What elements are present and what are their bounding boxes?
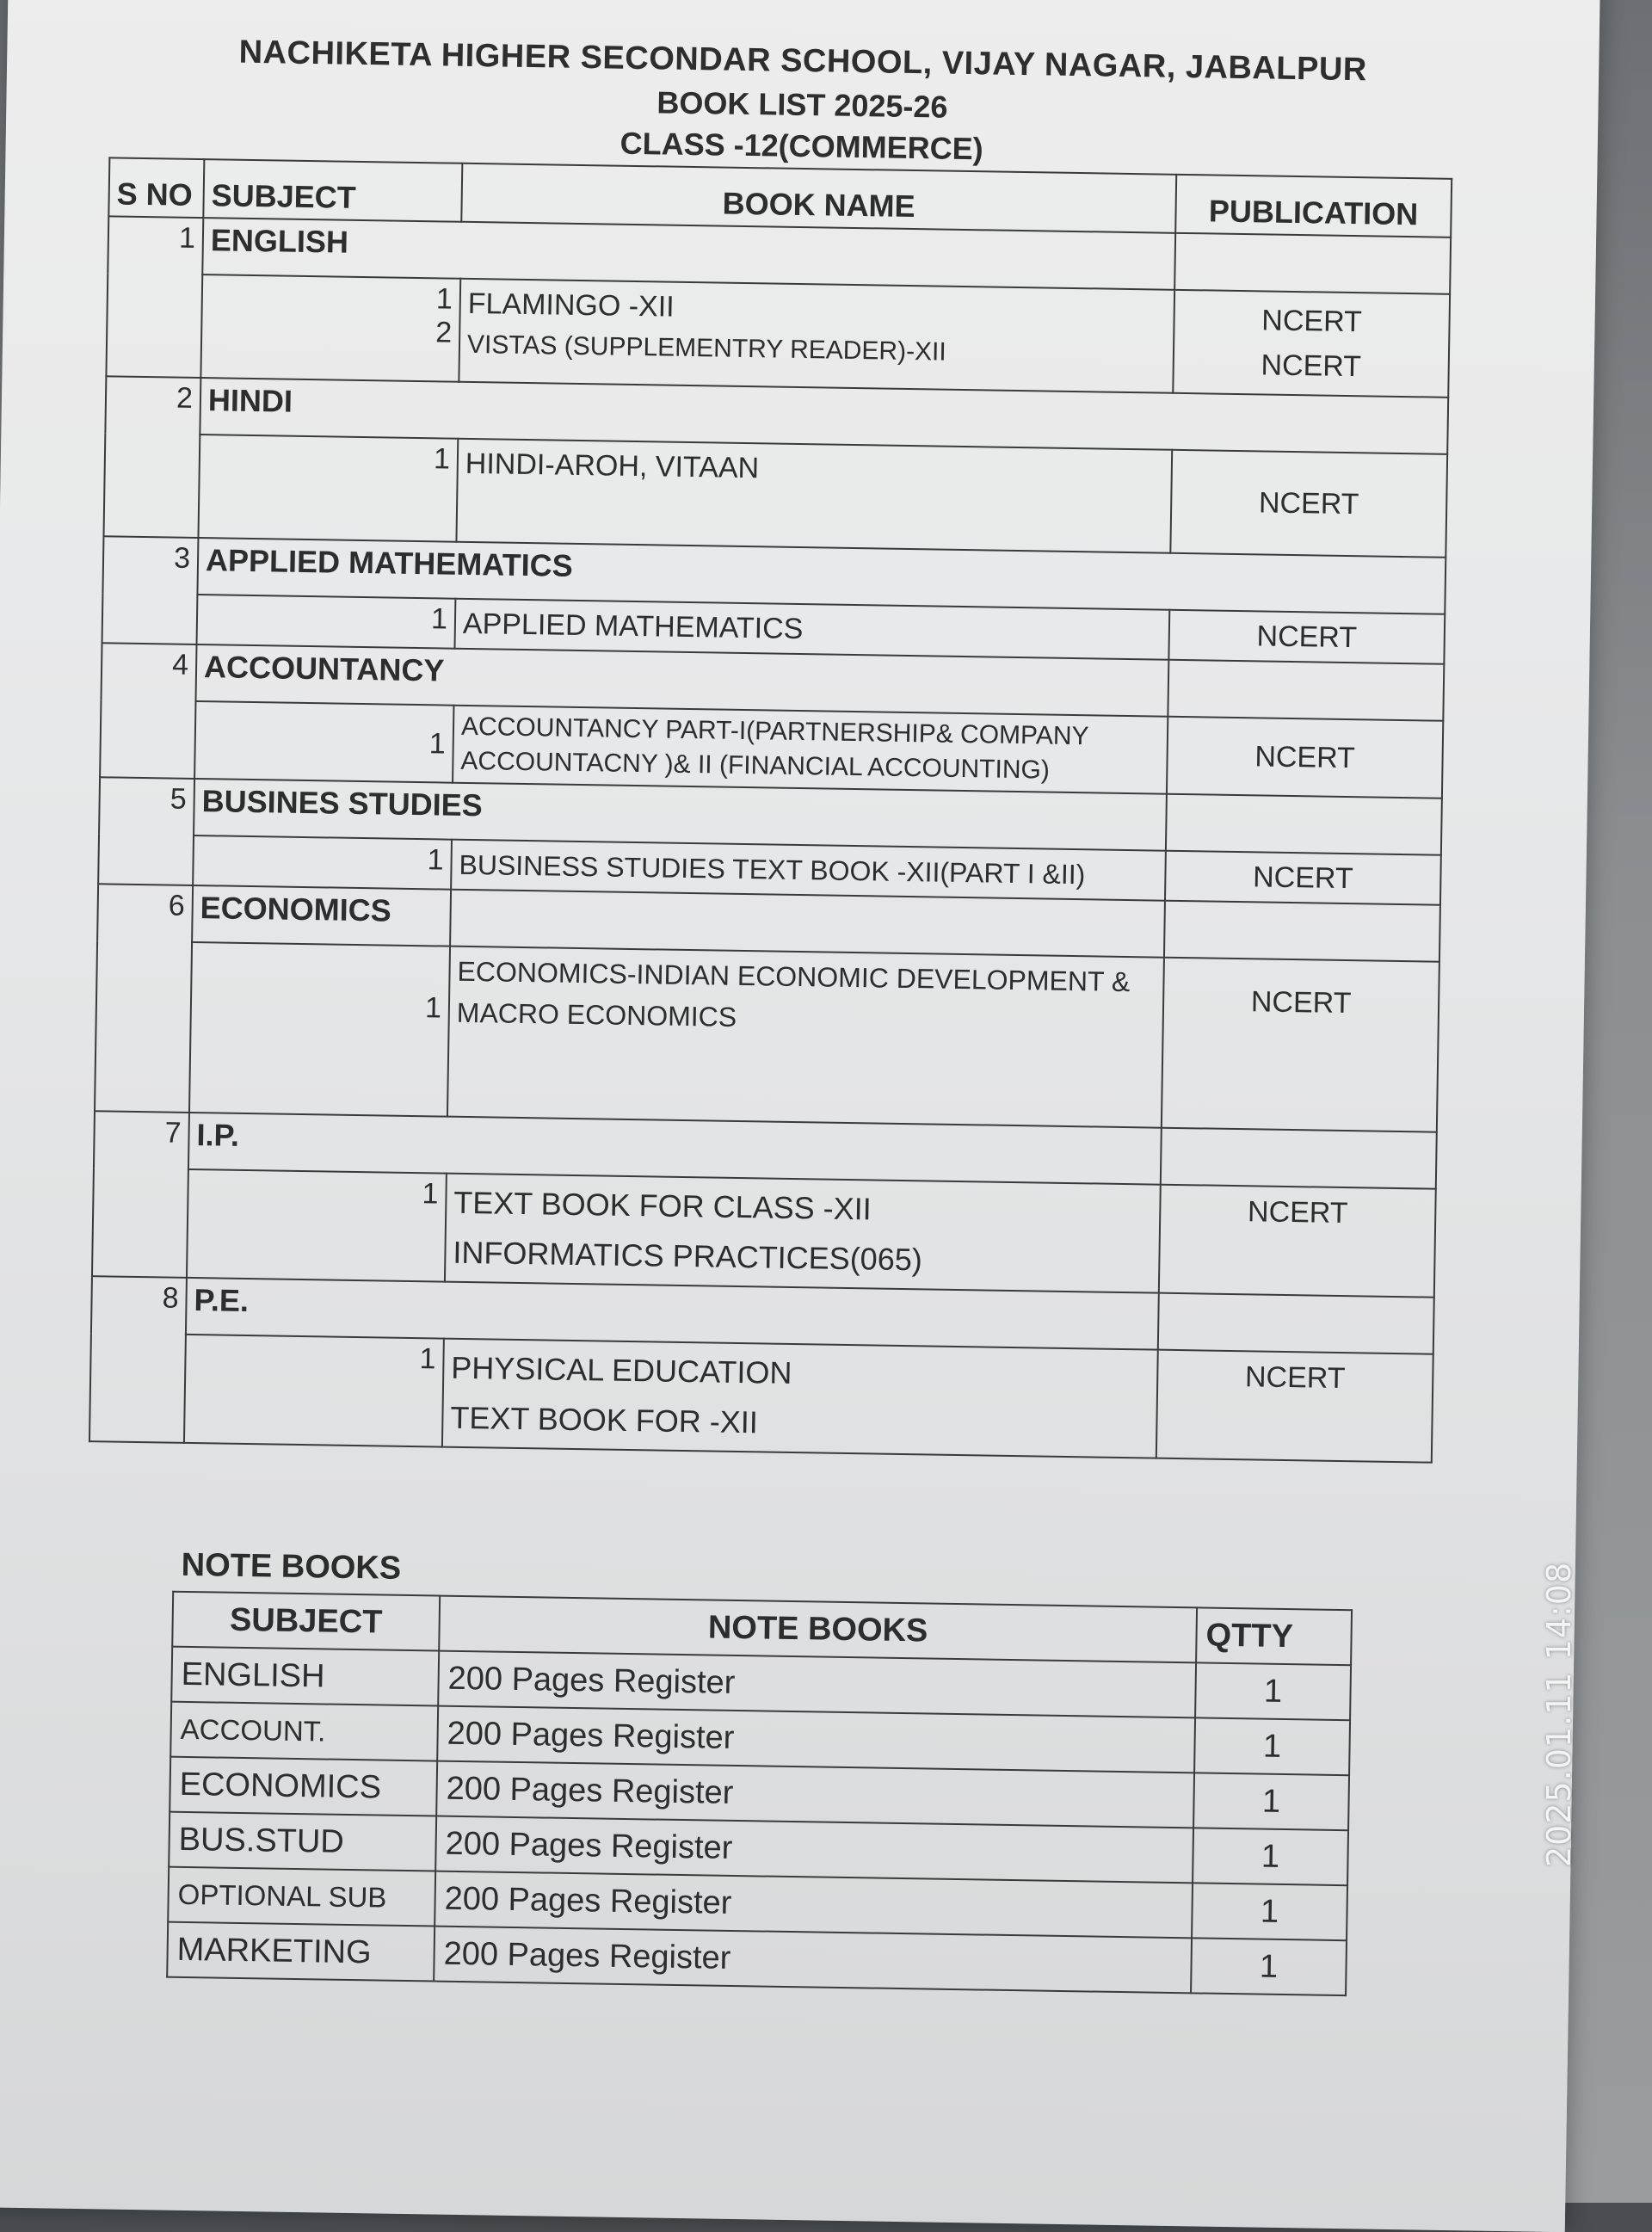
book-name xyxy=(447,946,1164,1128)
serial-number: 5 xyxy=(98,777,194,885)
nb-item: 200 Pages Register xyxy=(434,1927,1192,1994)
nb-item: 200 Pages Register xyxy=(437,1706,1195,1773)
book-list-table xyxy=(89,157,1452,1463)
col-publication: PUBLICATION xyxy=(1175,175,1452,237)
col-book-name: BOOK NAME xyxy=(461,163,1176,233)
book-title: VISTAS (SUPPLEMENTRY READER)-XII xyxy=(466,330,947,367)
empty-cell xyxy=(1174,233,1451,294)
book-index: 1 xyxy=(184,1335,444,1447)
publication: NCERT xyxy=(1156,1350,1433,1463)
publication: NCERT xyxy=(1159,1185,1436,1298)
book-index: 1 xyxy=(198,435,458,542)
publication: NCERT xyxy=(1162,958,1439,1132)
book-title-line: ACCOUNTANCY PART-I(PARTNERSHIP& COMPANY xyxy=(460,712,1089,751)
nb-subject: ECONOMICS xyxy=(170,1757,437,1816)
book-index-2: 2 xyxy=(435,316,453,349)
publication: NCERT xyxy=(1165,851,1441,905)
nb-qty: 1 xyxy=(1191,1938,1347,1995)
book-title-line: MACRO ECONOMICS xyxy=(456,996,737,1033)
nb-subject: ACCOUNT. xyxy=(170,1702,438,1761)
book-index: 1 xyxy=(189,942,450,1117)
col-nb-qty: QTTY xyxy=(1196,1607,1352,1665)
nb-item: 200 Pages Register xyxy=(435,1871,1193,1939)
subject-name: ACCOUNTANCY xyxy=(195,644,1168,717)
book-name xyxy=(453,706,1168,794)
subject-name: APPLIED MATHEMATICS xyxy=(197,538,1446,614)
notebooks-table xyxy=(166,1591,1353,1996)
nb-item: 200 Pages Register xyxy=(436,1761,1194,1828)
book-index: 1 xyxy=(197,595,456,649)
book-index xyxy=(200,274,460,382)
nb-subject: MARKETING xyxy=(167,1922,435,1982)
serial-number: 4 xyxy=(100,643,196,779)
publication: NCERT xyxy=(1167,717,1443,798)
book-list-title: BOOK LIST 2025-26 xyxy=(656,84,948,125)
nb-qty: 1 xyxy=(1194,1717,1350,1775)
nb-subject: BUS.STUD xyxy=(169,1812,436,1871)
book-title-line: PHYSICAL EDUCATION xyxy=(451,1349,792,1390)
book-index: 1 xyxy=(187,1169,447,1282)
class-title: CLASS -12(COMMERCE) xyxy=(620,125,984,167)
book-index-1: 1 xyxy=(435,282,453,316)
photo-timestamp: 2025.01.11 14:08 xyxy=(1540,1561,1578,1867)
serial-number: 8 xyxy=(89,1276,187,1443)
book-name: APPLIED MATHEMATICS xyxy=(454,599,1169,660)
serial-number: 3 xyxy=(102,536,199,644)
nb-subject: OPTIONAL SUB xyxy=(168,1867,435,1927)
document-content xyxy=(63,15,1513,1999)
book-index: 1 xyxy=(193,835,452,890)
subject-name: ECONOMICS xyxy=(192,885,451,946)
book-index: 1 xyxy=(194,701,453,783)
nb-qty: 1 xyxy=(1195,1662,1351,1720)
book-row xyxy=(89,1333,1433,1462)
subject-name: BUSINES STUDIES xyxy=(194,779,1167,851)
empty-cell xyxy=(1164,901,1440,962)
subject-name: HINDI xyxy=(200,378,1448,454)
notebooks-heading: NOTE BOOKS xyxy=(181,1546,402,1587)
nb-qty: 1 xyxy=(1192,1883,1347,1940)
subject-name: I.P. xyxy=(188,1113,1162,1185)
empty-cell xyxy=(1168,660,1444,721)
empty-cell xyxy=(1158,1293,1434,1354)
book-title: FLAMINGO -XII xyxy=(467,287,675,324)
empty-cell xyxy=(1161,1128,1437,1189)
school-name: NACHIKETA HIGHER SECONDAR SCHOOL, VIJAY NAGAR, JABALPUR xyxy=(238,34,1368,89)
book-row xyxy=(92,1168,1436,1297)
col-subject: SUBJECT xyxy=(203,159,462,222)
col-nb-items: NOTE BOOKS xyxy=(439,1596,1197,1663)
nb-qty: 1 xyxy=(1193,1773,1349,1830)
nb-qty: 1 xyxy=(1193,1828,1348,1885)
nb-item: 200 Pages Register xyxy=(435,1816,1193,1884)
book-name: BUSINESS STUDIES TEXT BOOK -XII(PART I &II) xyxy=(451,840,1166,901)
serial-number: 6 xyxy=(95,884,193,1113)
book-title-line: TEXT BOOK FOR CLASS -XII xyxy=(453,1184,872,1227)
book-name xyxy=(445,1174,1161,1293)
col-nb-subject: SUBJECT xyxy=(172,1592,440,1651)
book-name: HINDI-AROH, VITAAN xyxy=(456,439,1172,553)
nb-item: 200 Pages Register xyxy=(438,1651,1196,1718)
publication: NCERT xyxy=(1168,610,1445,664)
serial-number: 2 xyxy=(103,376,200,538)
book-title-line: ACCOUNTACNY )& II (FINANCIAL ACCOUNTING) xyxy=(460,746,1051,785)
publication-name: NCERT xyxy=(1261,304,1363,339)
book-title-line: ECONOMICS-INDIAN ECONOMIC DEVELOPMENT & xyxy=(457,955,1131,998)
empty-cell xyxy=(1166,794,1442,855)
publication-name: NCERT xyxy=(1261,348,1362,384)
subject-name: P.E. xyxy=(186,1278,1159,1350)
subject-name: ENGLISH xyxy=(202,218,1175,290)
book-title-line: INFORMATICS PRACTICES(065) xyxy=(453,1234,923,1278)
serial-number: 7 xyxy=(92,1111,189,1278)
publication: NCERT xyxy=(1170,450,1447,558)
col-sno: S NO xyxy=(108,157,204,218)
book-name xyxy=(459,279,1174,393)
book-title-line: TEXT BOOK FOR -XII xyxy=(450,1399,759,1440)
nb-subject: ENGLISH xyxy=(171,1647,439,1706)
publication xyxy=(1173,290,1450,398)
book-name xyxy=(442,1339,1158,1458)
book-row xyxy=(95,940,1439,1131)
serial-number: 1 xyxy=(106,216,203,378)
